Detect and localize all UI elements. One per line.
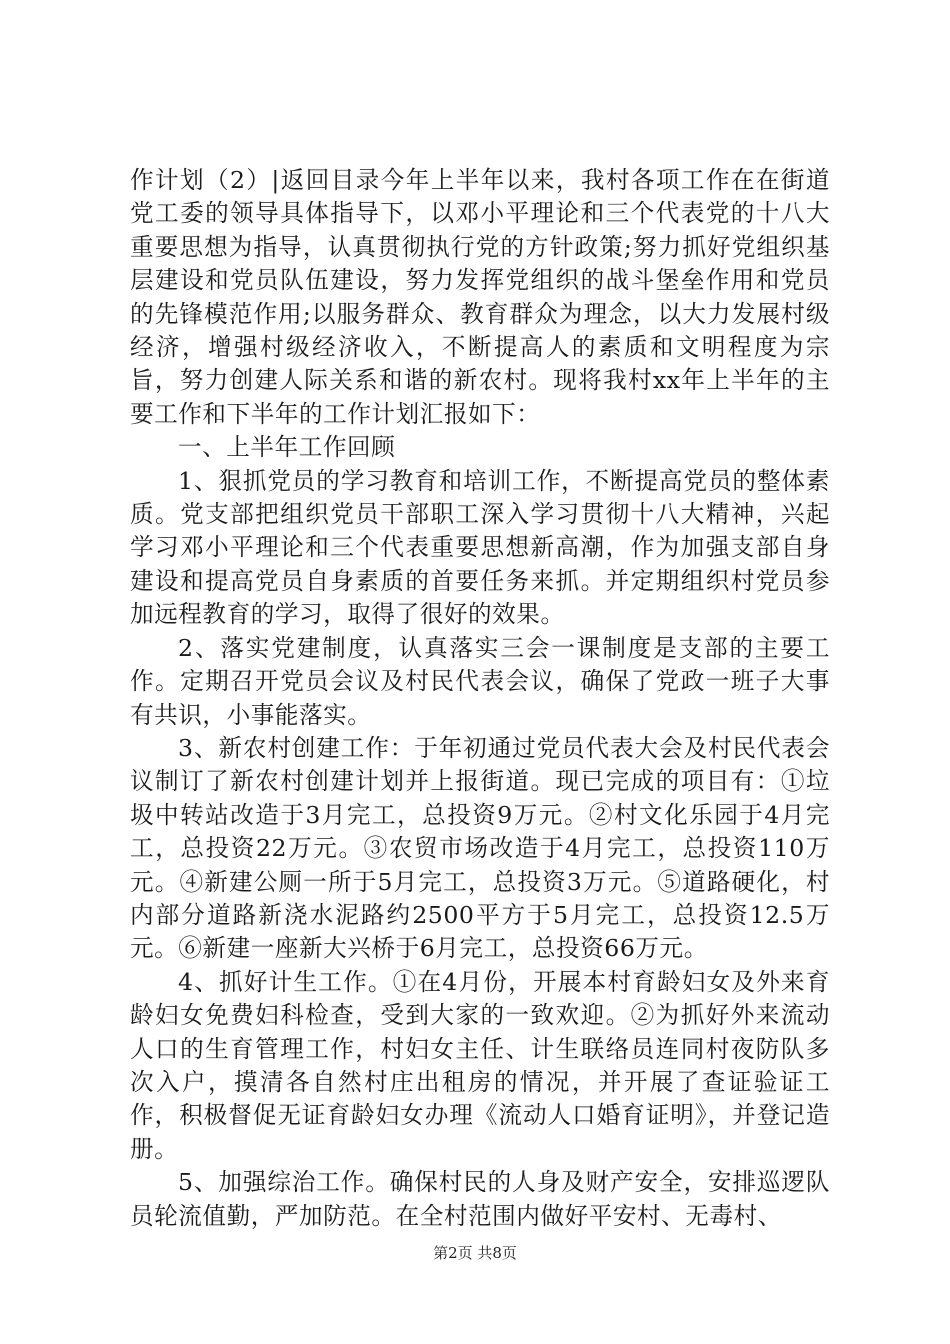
document-body (130, 164, 830, 1233)
paragraph-item-2: 2、落实党建制度，认真落实三会一课制度是支部的主要工作。定期召开党员会议及村民代表会议，确保了党政一班子大事有共识，小事能落实。 (130, 633, 830, 729)
paragraph-item-1: 1、狠抓党员的学习教育和培训工作，不断提高党员的整体素质。党支部把组织党员干部职工深入学习贯彻十八大精神，兴起学习邓小平理论和三个代表重要思想新高潮，作为加强支部自身建设和提高党员自身素质的首要任务来抓。并定期组织村党员参加远程教育的学习，取得了很好的效果。 (130, 466, 830, 629)
intro-paragraph: 作计划（2）|返回目录今年上半年以来，我村各项工作在在街道党工委的领导具体指导下，以邓小平理论和三个代表党的十八大重要思想为指导，认真贯彻执行党的方针政策;努力抓好党组织基层建设和党员队伍建设，努力发挥党组织的战斗堡垒作用和党员的先锋模范作用;以服务群众、教育群众为理念，以大力发展村级经济，增强村级经济收入，不断提高人的素质和文明程度为宗旨，努力创建人际关系和谐的新农村。现将我村xx年上半年的主要工作和下半年的工作计划汇报如下： (130, 166, 830, 428)
page-number-footer: 第2页 共8页 (433, 1244, 517, 1262)
paragraph-item-5: 5、加强综治工作。确保村民的人身及财产安全，安排巡逻队员轮流值勤，严加防范。在全村范围内做好平安村、无毒村、 (130, 1168, 830, 1230)
paragraph-item-4: 4、抓好计生工作。①在4月份，开展本村育龄妇女及外来育龄妇女免费妇科检查，受到大家的一致欢迎。②为抓好外来流动人口的生育管理工作，村妇女主任、计生联络员连同村夜防队多次入户，摸清各自然村庄出租房的情况，并开展了查证验证工作，积极督促无证育龄妇女办理《流动人口婚育证明》，并登记造册。 (130, 967, 830, 1163)
paragraph-item-3: 3、新农村创建工作：于年初通过党员代表大会及村民代表会议制订了新农村创建计划并上报街道。现已完成的项目有：①垃圾中转站改造于3月完工，总投资9万元。②村文化乐园于4月完工，总投资22万元。③农贸市场改造于4月完工，总投资110万元。④新建公厕一所于5月完工，总投资3万元。⑤道路硬化，村内部分道路新浇水泥路约2500平方于5月完工，总投资12.5万元。⑥新建一座新大兴桥于6月完工，总投资66万元。 (130, 733, 830, 963)
section-heading: 一、上半年工作回顾 (178, 433, 396, 462)
